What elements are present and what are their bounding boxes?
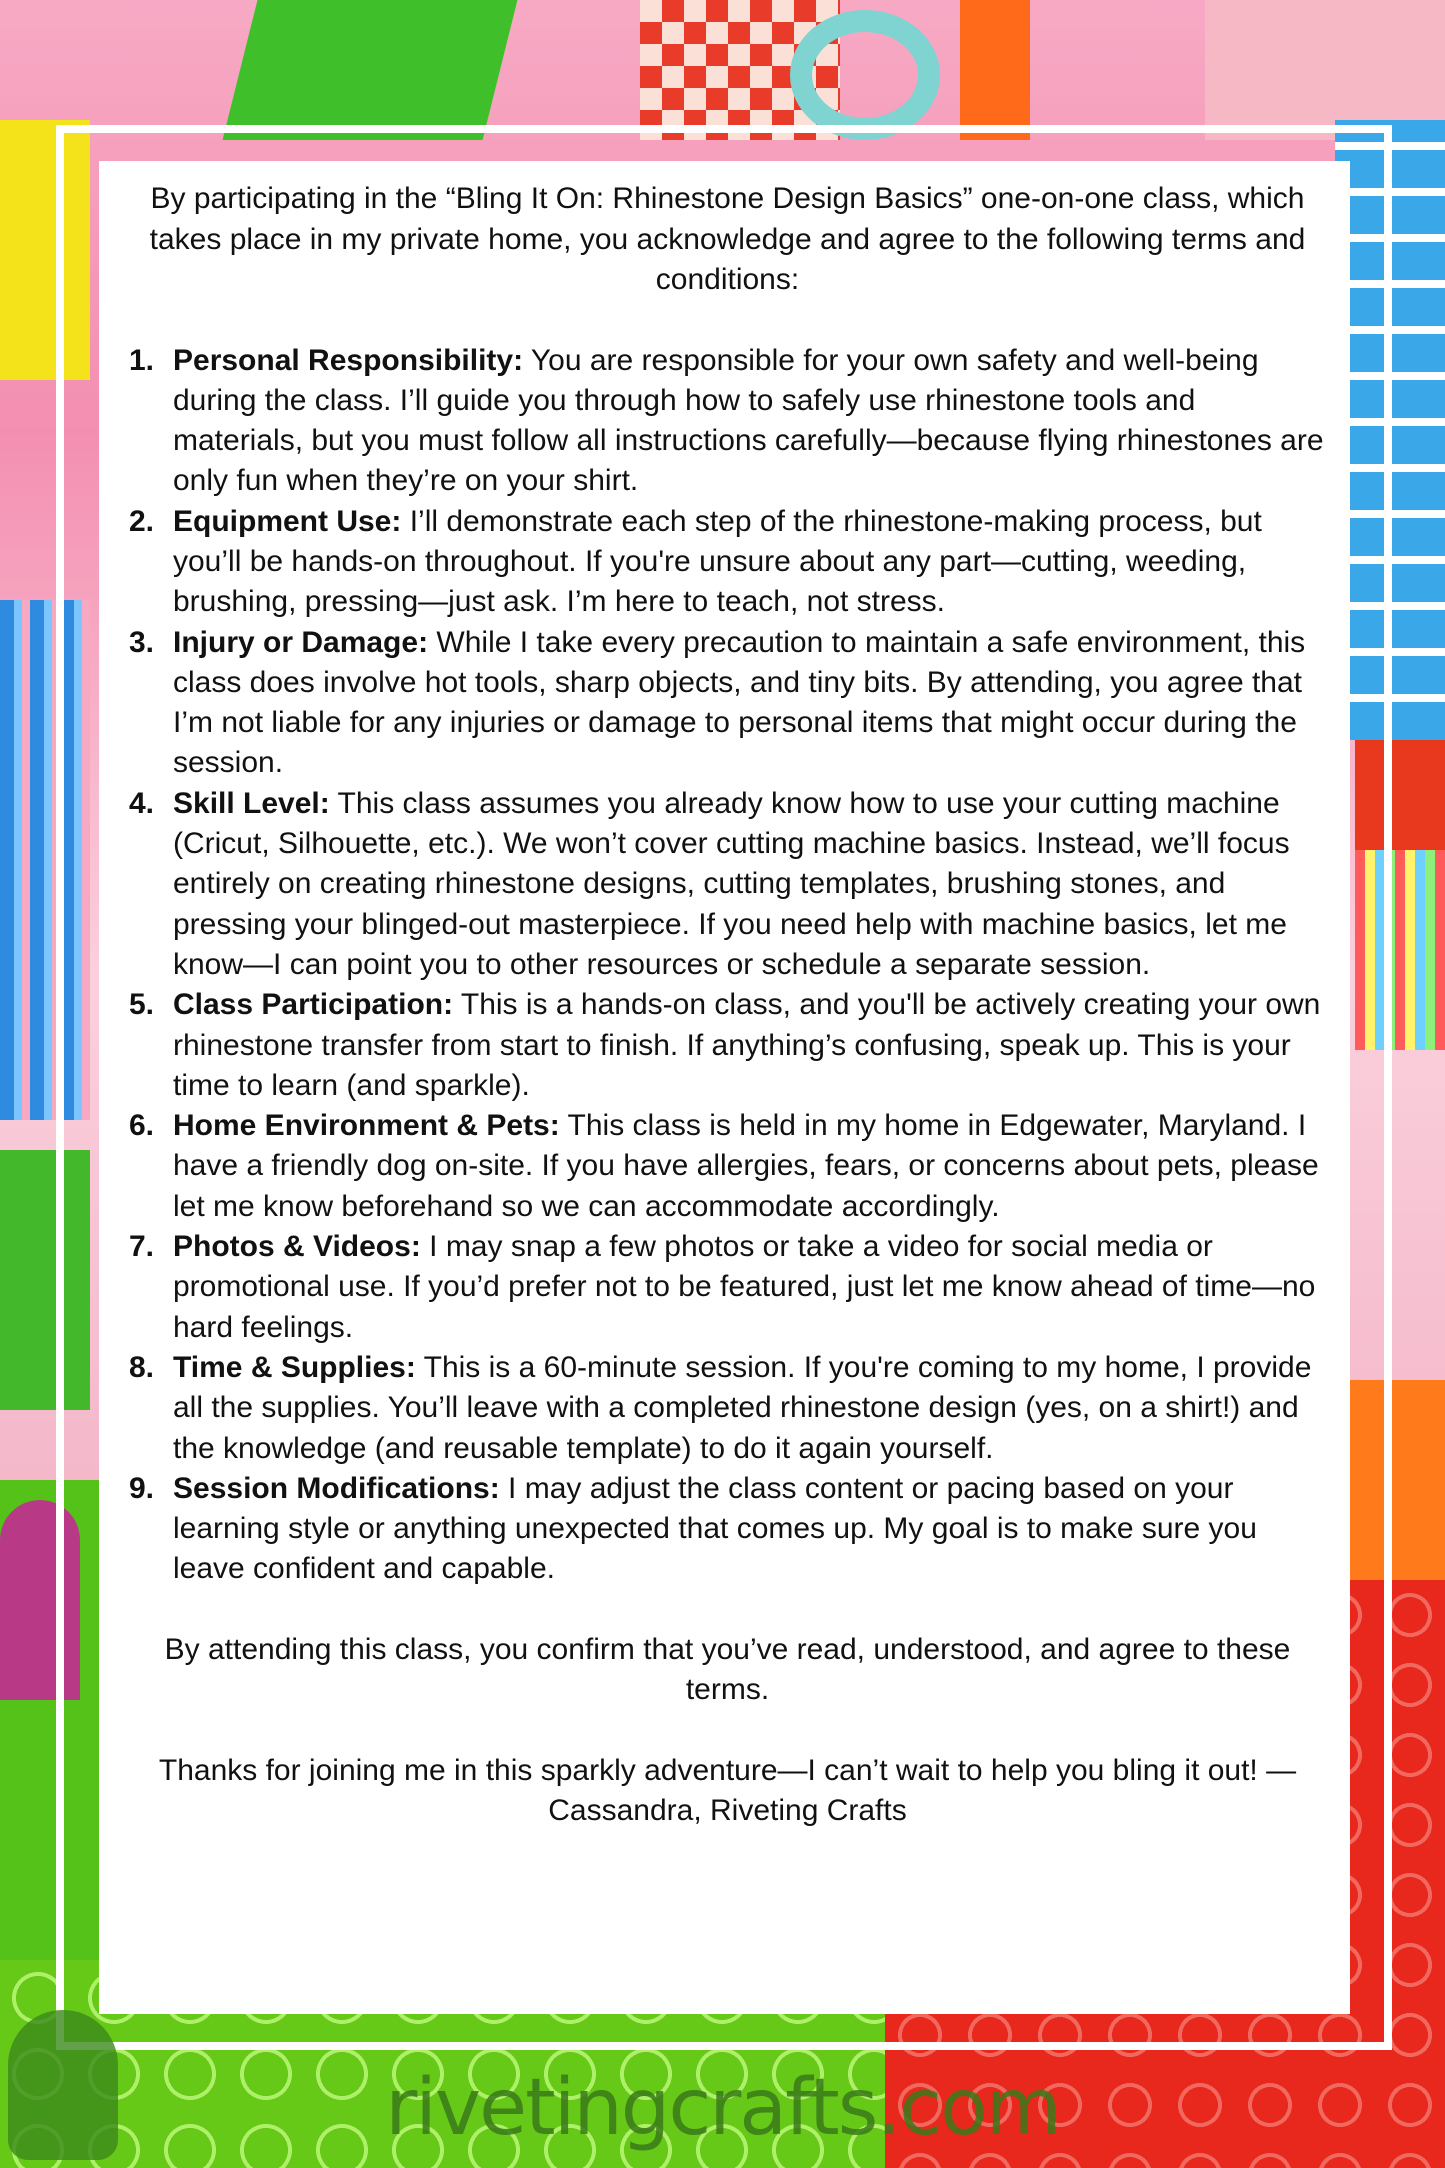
terms-document bbox=[99, 161, 1350, 2014]
term-item bbox=[129, 1227, 1326, 1348]
term-text: I may adjust the class content or pacing based on your learning style or anything unexpected that comes up. My goal is to make sure you leave confident and capable. bbox=[173, 1471, 1257, 1586]
term-number: 1. bbox=[129, 343, 155, 377]
term-title: Injury or Damage: bbox=[173, 625, 429, 659]
term-number: 6. bbox=[129, 1109, 155, 1143]
term-title: Photos & Videos: bbox=[173, 1230, 421, 1264]
term-item bbox=[129, 341, 1326, 502]
term-number: 2. bbox=[129, 504, 155, 538]
term-number: 7. bbox=[129, 1230, 155, 1264]
term-text: I may snap a few photos or take a video for social media or promotional use. If you’d prefer not to be featured, just let me know ahead of time—no hard feelings. bbox=[173, 1230, 1316, 1344]
term-text: This class assumes you already know how to use your cutting machine (Cricut, Silhouette, etc.). We won’t cover cutting machine basics. Instead, we’ll focus entirely on creating rhinestone designs, cutting templates, brushing stones, and pressing your blinged-out masterpiece. If you need help with machine basics, let me know—I can point you to other resources or schedule a separate session. bbox=[173, 786, 1290, 981]
term-number: 9. bbox=[129, 1471, 155, 1505]
term-title: Time & Supplies: bbox=[173, 1350, 416, 1384]
term-text: This class is held in my home in Edgewater, Maryland. I have a friendly dog on-site. If you have allergies, fears, or concerns about pets, please let me know beforehand so we can accommodate accordingly. bbox=[173, 1109, 1319, 1223]
pink-paper-shape bbox=[1205, 0, 1445, 140]
thanks-paragraph: Thanks for joining me in this sparkly adventure—I can’t wait to help you bling it out! —Cassandra, Riveting Crafts bbox=[158, 1753, 1297, 1828]
term-number: 3. bbox=[129, 625, 155, 659]
term-title: Home Environment & Pets: bbox=[173, 1109, 560, 1143]
term-item bbox=[129, 502, 1326, 623]
term-title: Skill Level: bbox=[173, 786, 330, 820]
term-item bbox=[129, 985, 1326, 1106]
term-item bbox=[129, 1106, 1326, 1227]
term-title: Session Modifications: bbox=[173, 1471, 500, 1505]
term-item bbox=[129, 623, 1326, 784]
term-text: This is a hands-on class, and you'll be actively creating your own rhinestone transfer from start to finish. If anything’s confusing, speak up. This is your time to learn (and sparkle). bbox=[173, 988, 1321, 1102]
intro-paragraph: By participating in the “Bling It On: Rhinestone Design Basics” one-on-one class, which takes place in my private home, you acknowledge and agree to the following terms and conditions: bbox=[149, 182, 1306, 296]
term-text: I’ll demonstrate each step of the rhinestone-making process, but you’ll be hands-on throughout. If you're unsure about any part—cutting, weeding, brushing, pressing—just ask. I’m here to teach, not stress. bbox=[173, 504, 1262, 619]
term-item bbox=[129, 784, 1326, 985]
term-title: Personal Responsibility: bbox=[173, 343, 524, 377]
closing-paragraph: By attending this class, you confirm that you’ve read, understood, and agree to these terms. bbox=[164, 1632, 1291, 1707]
term-number: 5. bbox=[129, 988, 155, 1022]
term-title: Class Participation: bbox=[173, 988, 454, 1022]
term-number: 8. bbox=[129, 1350, 155, 1384]
term-text: This is a 60-minute session. If you're coming to my home, I provide all the supplies. You’ll leave with a completed rhinestone design (yes, on a shirt!) and the knowledge (and reusable template) to do it again yourself. bbox=[173, 1350, 1312, 1465]
term-number: 4. bbox=[129, 786, 155, 820]
orange-stick-shape bbox=[960, 0, 1030, 140]
brand-watermark: rivetingcrafts.com bbox=[385, 2063, 1060, 2153]
term-text: While I take every precaution to maintain a safe environment, this class does involve hot tools, sharp objects, and tiny bits. By attending, you agree that I’m not liable for any injuries or damage to personal items that might occur during the session. bbox=[173, 625, 1306, 780]
washi-tape-roll bbox=[790, 10, 940, 140]
green-paper-shape bbox=[223, 0, 518, 140]
term-text: You are responsible for your own safety and well-being during the class. I’ll guide you through how to safely use rhinestone tools and materials, but you must follow all instructions carefully—because flying rhinestones are only fun when they’re on your shirt. bbox=[173, 343, 1324, 498]
term-title: Equipment Use: bbox=[173, 504, 402, 538]
term-item bbox=[129, 1469, 1326, 1590]
terms-list bbox=[129, 341, 1326, 1590]
term-item bbox=[129, 1348, 1326, 1469]
